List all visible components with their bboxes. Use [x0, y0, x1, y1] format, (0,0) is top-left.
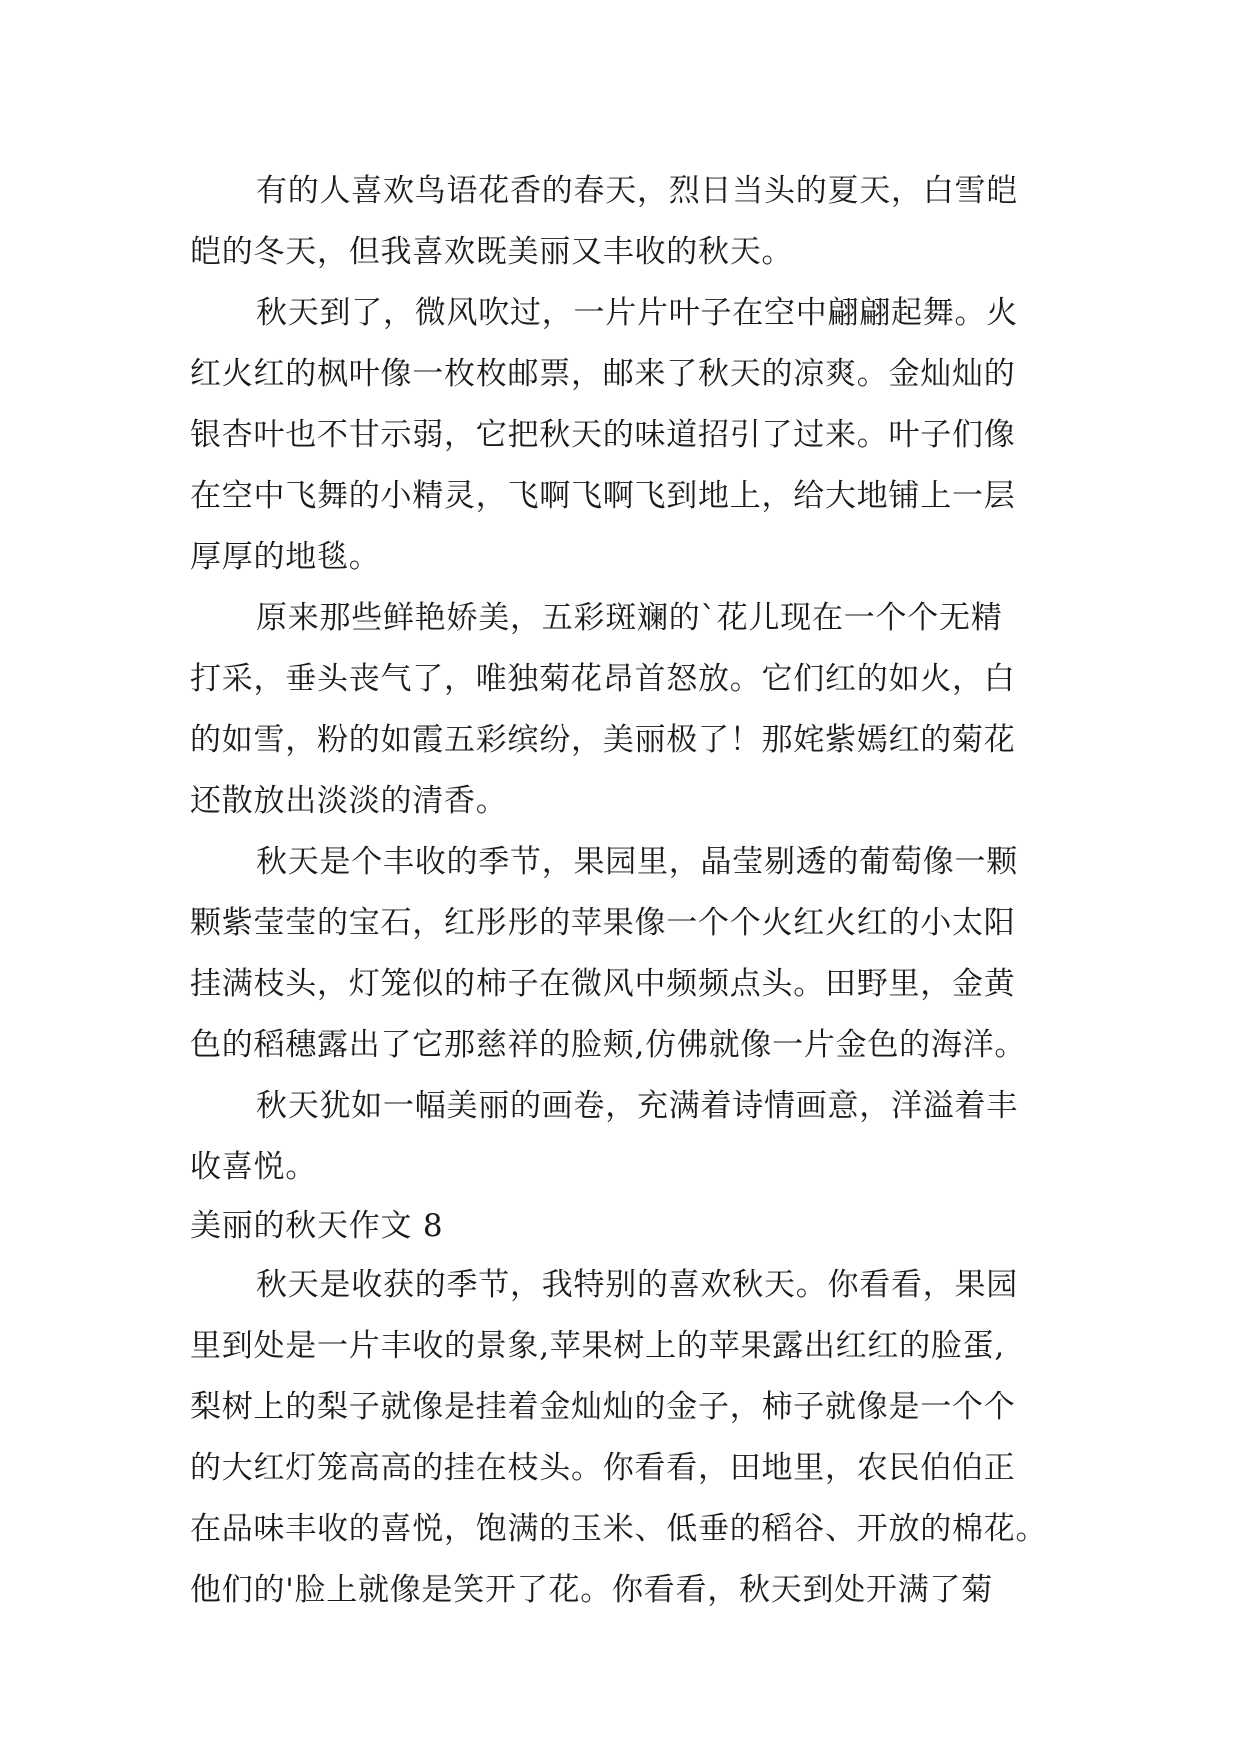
text-line: 银杏叶也不甘示弱，它把秋天的味道招引了过来。叶子们像 — [190, 417, 1016, 453]
text-line: 里到处是一片丰收的景象,苹果树上的苹果露出红红的脸蛋, — [190, 1328, 1005, 1364]
text-line: 秋天是个丰收的季节，果园里，晶莹剔透的葡萄像一颗 — [256, 844, 1018, 880]
text-line: 梨树上的梨子就像是挂着金灿灿的金子，柿子就像是一个个 — [190, 1389, 1016, 1425]
text-line: 厚厚的地毯。 — [190, 539, 381, 575]
text-line: 原来那些鲜艳娇美，五彩斑斓的`花儿现在一个个无精 — [256, 600, 1003, 636]
text-line: 收喜悦。 — [190, 1149, 317, 1185]
section-heading: 美丽的秋天作文 8 — [190, 1208, 444, 1244]
text-line: 红火红的枫叶像一枚枚邮票，邮来了秋天的凉爽。金灿灿的 — [190, 356, 1016, 392]
text-line: 还散放出淡淡的清香。 — [190, 783, 508, 819]
text-line: 打采，垂头丧气了，唯独菊花昂首怒放。它们红的如火，白 — [190, 661, 1016, 697]
text-line: 的如雪，粉的如霞五彩缤纷，美丽极了！那姹紫嫣红的菊花 — [190, 722, 1016, 758]
paragraph — [190, 832, 1060, 1076]
text-line: 颗紫莹莹的宝石，红彤彤的苹果像一个个火红火红的小太阳 — [190, 905, 1016, 941]
paragraph — [190, 283, 1060, 588]
paragraph — [190, 1076, 1060, 1198]
text-line: 挂满枝头，灯笼似的柿子在微风中频频点头。田野里，金黄 — [190, 966, 1016, 1002]
paragraph — [190, 588, 1060, 832]
document-body — [190, 161, 1060, 1621]
text-line: 在空中飞舞的小精灵，飞啊飞啊飞到地上，给大地铺上一层 — [190, 478, 1016, 514]
paragraph — [190, 161, 1060, 283]
text-line: 皑的冬天，但我喜欢既美丽又丰收的秋天。 — [190, 234, 794, 270]
text-line: 秋天到了，微风吹过，一片片叶子在空中翩翩起舞。火 — [256, 295, 1018, 331]
text-line: 的大红灯笼高高的挂在枝头。你看看，田地里，农民伯伯正 — [190, 1450, 1016, 1486]
text-line: 色的稻穗露出了它那慈祥的脸颊,仿佛就像一片金色的海洋。 — [190, 1027, 1027, 1063]
text-line: 秋天是收获的季节，我特别的喜欢秋天。你看看，果园 — [256, 1267, 1018, 1303]
text-line: 秋天犹如一幅美丽的画卷，充满着诗情画意，洋溢着丰 — [256, 1088, 1018, 1124]
text-line: 有的人喜欢鸟语花香的春天，烈日当头的夏天，白雪皑 — [256, 173, 1018, 209]
paragraph — [190, 1255, 1060, 1621]
text-line: 在品味丰收的喜悦，饱满的玉米、低垂的稻谷、开放的棉花。 — [190, 1511, 1048, 1547]
text-line: 他们的'脸上就像是笑开了花。你看看，秋天到处开满了菊 — [190, 1572, 994, 1608]
